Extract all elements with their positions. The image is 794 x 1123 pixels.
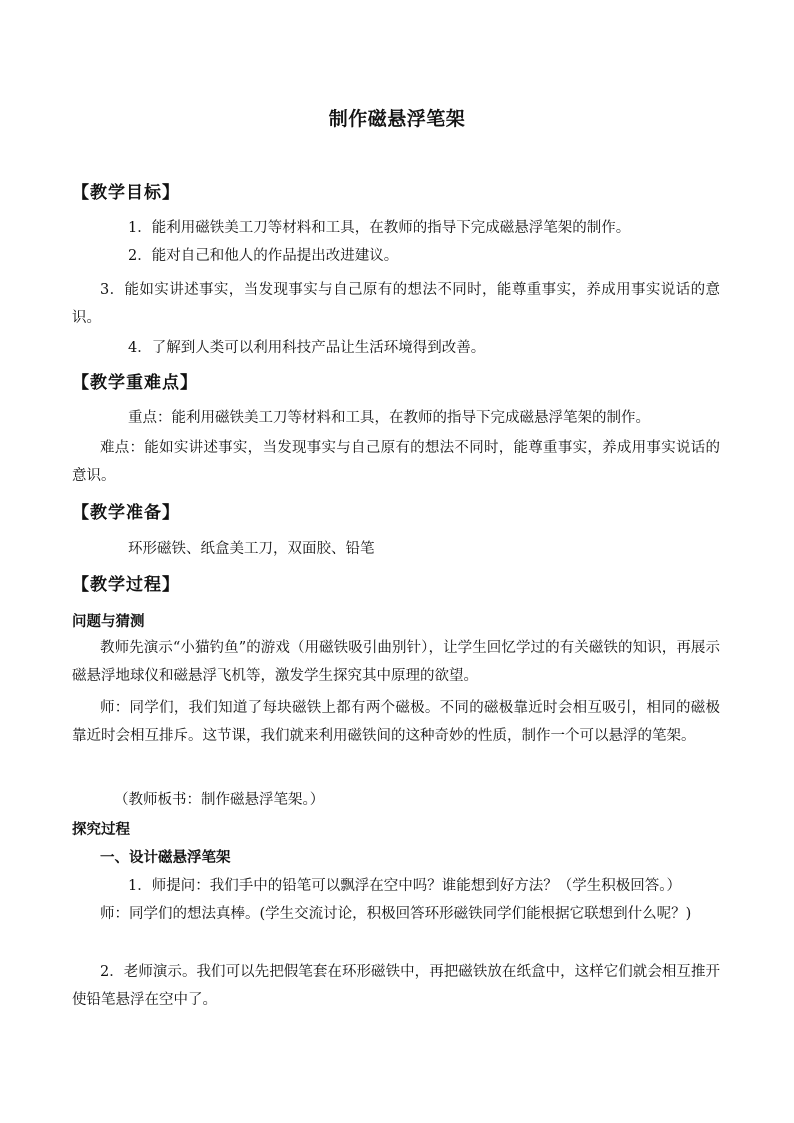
goal-item-1: 1．能利用磁铁美工刀等材料和工具，在教师的指导下完成磁悬浮笔架的制作。 [128, 220, 631, 236]
document-title: 制作磁悬浮笔架 [328, 108, 466, 130]
goal-item-3: 3．能如实讲述事实，当发现事实与自己原有的想法不同时，能尊重事实，养成用事实说话的意识。 [72, 282, 720, 326]
process-part1-title: 问题与猜测 [72, 614, 145, 630]
goal-item-2: 2．能对自己和他人的作品提出改进建议。 [128, 248, 399, 264]
process-part2-title: 探究过程 [72, 822, 130, 838]
key-point-item: 重点：能利用磁铁美工刀等材料和工具，在教师的指导下完成磁悬浮笔架的制作。 [128, 410, 650, 426]
process-part2-paragraph-2: 师：同学们的想法真棒。(学生交流讨论，积极回答环形磁铁同学们能根据它联想到什么呢？) [100, 906, 692, 922]
section-heading-process: 【教学过程】 [72, 575, 180, 595]
process-part2-subtitle: 一、设计磁悬浮笔架 [100, 850, 231, 866]
section-heading-preparation: 【教学准备】 [72, 503, 180, 523]
section-heading-goals: 【教学目标】 [72, 183, 180, 203]
difficult-point-item: 难点：能如实讲述事实，当发现事实与自己原有的想法不同时，能尊重事实，养成用事实说话的意识。 [72, 440, 720, 484]
process-part2-paragraph-1: 1．师提问：我们手中的铅笔可以飘浮在空中吗？谁能想到好方法？（学生积极回答。） [128, 878, 681, 894]
goal-item-4: 4．了解到人类可以利用科技产品让生活环境得到改善。 [128, 340, 486, 356]
process-part1-paragraph-3: （教师板书：制作磁悬浮笔架。） [114, 792, 325, 808]
process-part1-paragraph-1: 教师先演示“小猫钓鱼”的游戏（用磁铁吸引曲别针），让学生回忆学过的有关磁铁的知识，再展示磁悬浮地球仪和磁悬浮飞机等，激发学生探究其中原理的欲望。 [72, 640, 720, 684]
process-part1-paragraph-2: 师：同学们，我们知道了每块磁铁上都有两个磁极。不同的磁极靠近时会相互吸引，相同的磁极靠近时会相互排斥。这节课，我们就来利用磁铁间的这种奇妙的性质，制作一个可以悬浮的笔架。 [72, 700, 720, 744]
process-part2-paragraph-3: 2．老师演示。我们可以先把假笔套在环形磁铁中，再把磁铁放在纸盒中，这样它们就会相互推开使铅笔悬浮在空中了。 [72, 964, 720, 1008]
section-heading-key-points: 【教学重难点】 [72, 373, 198, 393]
preparation-text: 环形磁铁、纸盒美工刀，双面胶、铅笔 [128, 541, 375, 557]
